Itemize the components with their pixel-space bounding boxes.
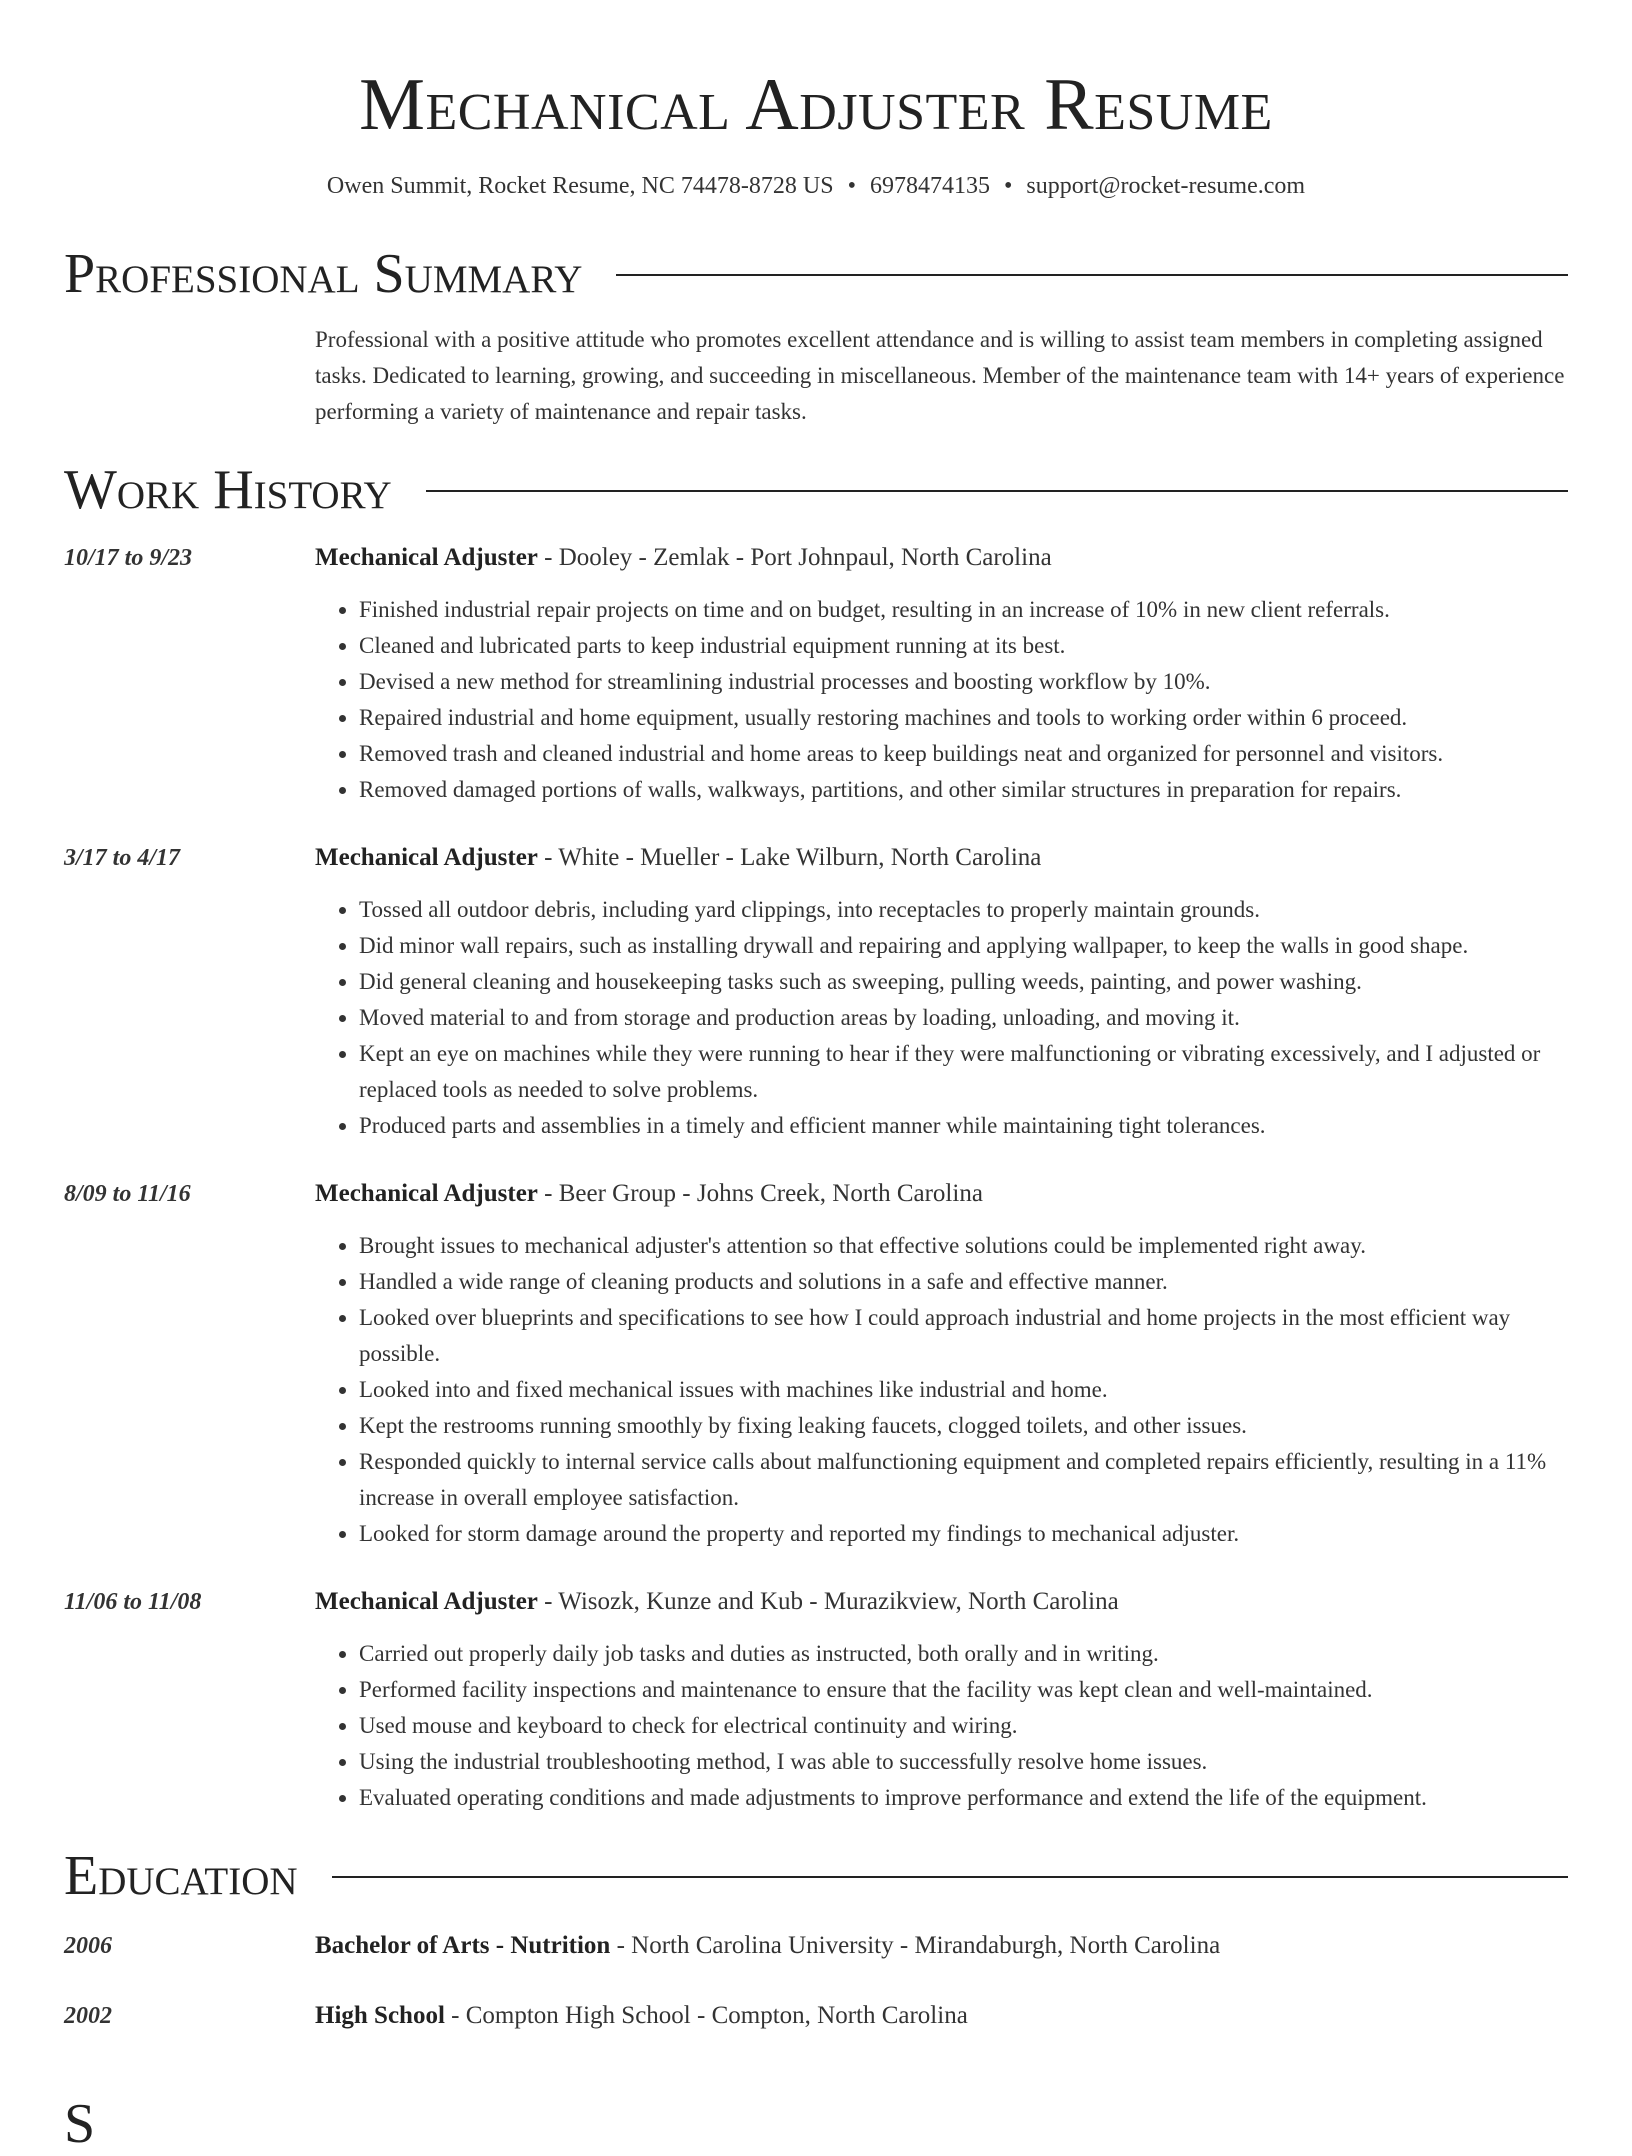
- job-bullet: • Did minor wall repairs, such as installing drywall and repairing and applying wallpaper, to keep the walls in good shape.: [359, 928, 1568, 964]
- job-bullet: • Kept an eye on machines while they were running to hear if they were malfunctioning or vibrating excessively, and I adjusted or replaced tools as needed to solve problems.: [359, 1036, 1568, 1108]
- education-year: 2002: [64, 2003, 112, 2029]
- job-bullet: • Moved material to and from storage and production areas by loading, unloading, and moving it.: [359, 1000, 1568, 1036]
- job-title: Mechanical Adjuster: [315, 1588, 538, 1615]
- education-entry: [64, 1930, 1568, 1962]
- job-entry: [64, 842, 1568, 1144]
- job-title: Mechanical Adjuster: [315, 1180, 538, 1207]
- job-details: - Wisozk, Kunze and Kub - Murazikview, North Carolina: [537, 1588, 1119, 1615]
- education-degree: Bachelor of Arts - Nutrition: [315, 1932, 611, 1959]
- job-details: - Dooley - Zemlak - Port Johnpaul, North Carolina: [537, 544, 1052, 571]
- contact-phone: 6978474135: [869, 173, 990, 199]
- job-bullet: • Evaluated operating conditions and made adjustments to improve performance and extend the life of the equipment.: [359, 1780, 1568, 1816]
- job-entry: [64, 1178, 1568, 1552]
- education-heading: Education: [64, 1845, 298, 1907]
- next-section-heading-partial: S: [64, 2093, 96, 2155]
- job-entry: [64, 1586, 1568, 1816]
- job-bullet: • Repaired industrial and home equipment, usually restoring machines and tools to working order within 6 proceed.: [359, 700, 1568, 736]
- job-details: - Beer Group - Johns Creek, North Carolina: [537, 1180, 983, 1207]
- job-bullet: • Looked for storm damage around the property and reported my findings to mechanical adjuster.: [359, 1516, 1568, 1552]
- job-bullet: • Looked into and fixed mechanical issues with machines like industrial and home.: [359, 1372, 1568, 1408]
- education-details: - Compton High School - Compton, North Carolina: [444, 2002, 968, 2029]
- job-dates: 8/09 to 11/16: [64, 1181, 191, 1207]
- job-title-line: [315, 842, 1568, 874]
- contact-line: [64, 170, 1568, 202]
- job-bullet: • Cleaned and lubricated parts to keep industrial equipment running at its best.: [359, 628, 1568, 664]
- summary-text: Professional with a positive attitude who promotes excellent attendance and is willing to assist team members in completing assigned tasks. Dedicated to learning, growing, and succeeding in miscellaneous. Member of the maintenance team with 14+ years of experience performing a variety of maintenance and repair tasks.: [315, 327, 1565, 424]
- job-bullet: • Devised a new method for streamlining industrial processes and boosting workflow by 10%.: [359, 664, 1568, 700]
- job-details: - White - Mueller - Lake Wilburn, North Carolina: [537, 844, 1042, 871]
- job-bullet-list: [315, 592, 1568, 808]
- job-body: [315, 1178, 1568, 1552]
- contact-email: support@rocket-resume.com: [1026, 173, 1306, 199]
- job-dates: 11/06 to 11/08: [64, 1589, 202, 1615]
- job-title-line: [315, 1586, 1568, 1618]
- contact-address: Owen Summit, Rocket Resume, NC 74478-8728 US: [326, 173, 834, 199]
- education-section-header: [64, 1844, 1568, 1908]
- job-bullet: • Looked over blueprints and specifications to see how I could approach industrial and home projects in the most efficient way possible.: [359, 1300, 1568, 1372]
- job-bullet: • Kept the restrooms running smoothly by fixing leaking faucets, clogged toilets, and other issues.: [359, 1408, 1568, 1444]
- job-bullet: • Brought issues to mechanical adjuster's attention so that effective solutions could be implemented right away.: [359, 1228, 1568, 1264]
- job-bullet: • Using the industrial troubleshooting method, I was able to successfully resolve home issues.: [359, 1744, 1568, 1780]
- job-body: [315, 1586, 1568, 1816]
- education-entry: [64, 2000, 1568, 2032]
- job-bullet: • Finished industrial repair projects on time and on budget, resulting in an increase of 10% in new client referrals.: [359, 592, 1568, 628]
- job-bullet: • Used mouse and keyboard to check for electrical continuity and wiring.: [359, 1708, 1568, 1744]
- job-body: [315, 542, 1568, 808]
- contact-separator: •: [847, 173, 856, 199]
- job-bullet: • Carried out properly daily job tasks and duties as instructed, both orally and in writing.: [359, 1636, 1568, 1672]
- education-line: [315, 2000, 968, 2032]
- job-bullet: • Performed facility inspections and maintenance to ensure that the facility was kept clean and well-maintained.: [359, 1672, 1568, 1708]
- summary-section-header: [64, 242, 1568, 306]
- summary-heading: Professional Summary: [64, 243, 583, 305]
- job-body: [315, 842, 1568, 1144]
- education-details: - North Carolina University - Mirandaburgh, North Carolina: [610, 1932, 1221, 1959]
- resume-title: Mechanical Adjuster Resume: [359, 64, 1273, 146]
- education-degree: High School: [315, 2002, 445, 2029]
- work-section-header: [64, 458, 1568, 522]
- job-bullet-list: [315, 892, 1568, 1144]
- job-title-line: [315, 1178, 1568, 1210]
- education-year: 2006: [64, 1933, 112, 1959]
- resume-page: [64, 0, 1568, 2032]
- section-divider: [616, 274, 1568, 276]
- job-bullet: • Responded quickly to internal service calls about malfunctioning equipment and completed repairs efficiently, resulting in a 11% increase in overall employee satisfaction.: [359, 1444, 1568, 1516]
- job-bullet: • Removed damaged portions of walls, walkways, partitions, and other similar structures in preparation for repairs.: [359, 772, 1568, 808]
- job-title-line: [315, 542, 1568, 574]
- job-bullet: • Handled a wide range of cleaning products and solutions in a safe and effective manner.: [359, 1264, 1568, 1300]
- job-bullet: • Did general cleaning and housekeeping tasks such as sweeping, pulling weeds, painting, and power washing.: [359, 964, 1568, 1000]
- job-bullet-list: [315, 1636, 1568, 1816]
- work-heading: Work History: [64, 459, 392, 521]
- education-line: [315, 1930, 1220, 1962]
- job-bullet-list: [315, 1228, 1568, 1552]
- section-divider: [426, 490, 1568, 492]
- job-dates: 3/17 to 4/17: [64, 845, 181, 871]
- section-divider: [332, 1876, 1568, 1878]
- job-dates: 10/17 to 9/23: [64, 545, 193, 571]
- job-bullet: • Tossed all outdoor debris, including yard clippings, into receptacles to properly maintain grounds.: [359, 892, 1568, 928]
- job-bullet: • Produced parts and assemblies in a timely and efficient manner while maintaining tight tolerances.: [359, 1108, 1568, 1144]
- job-title: Mechanical Adjuster: [315, 544, 538, 571]
- job-bullet: • Removed trash and cleaned industrial and home areas to keep buildings neat and organized for personnel and visitors.: [359, 736, 1568, 772]
- job-entry: [64, 542, 1568, 808]
- contact-separator: •: [1003, 173, 1013, 199]
- job-title: Mechanical Adjuster: [315, 844, 538, 871]
